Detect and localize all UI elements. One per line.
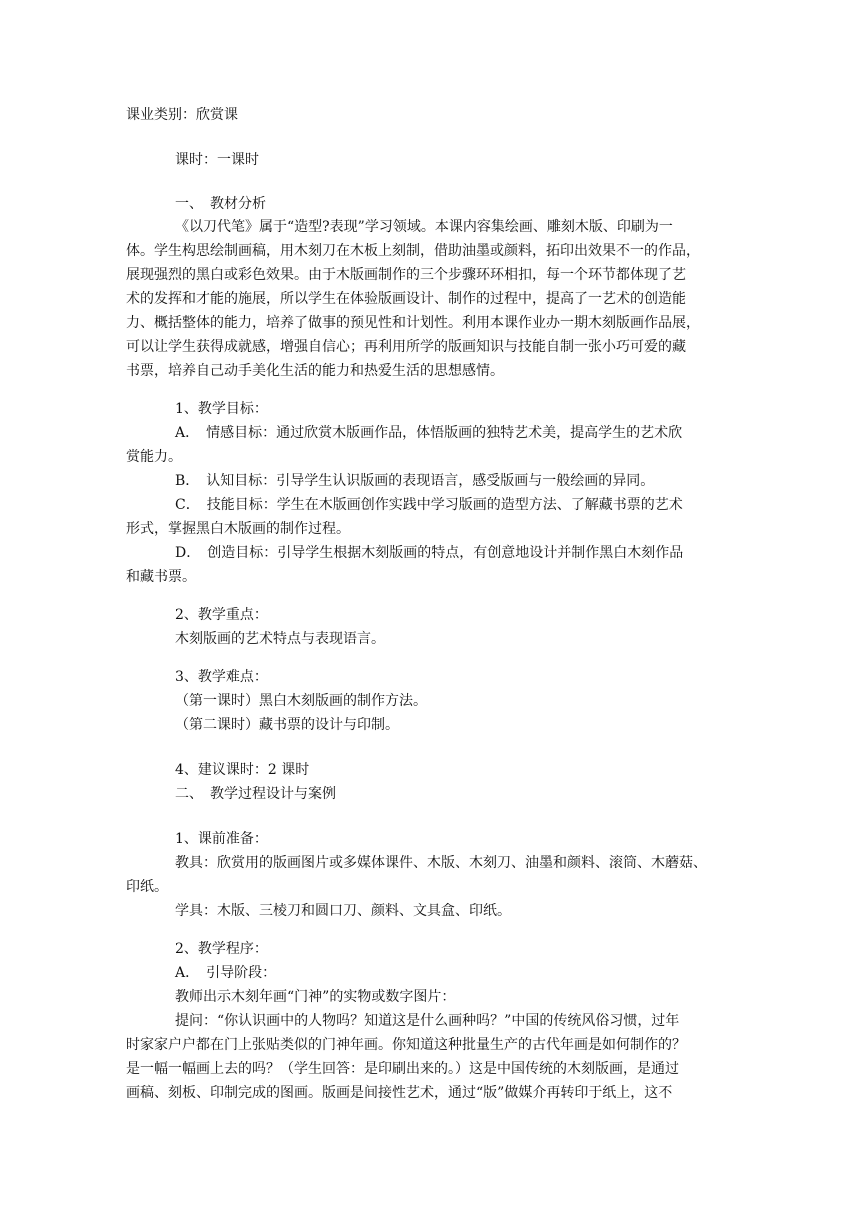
student-tools: 学具：木版、三棱刀和圆口刀、颜料、文具盒、印纸。 bbox=[175, 903, 511, 919]
goals-title: 1、教学目标： bbox=[175, 401, 268, 417]
teaching-tools: 教具：欣赏用的版画图片或多媒体课件、木版、木刻刀、油墨和颜料、滚筒、木蘑菇、 bbox=[175, 855, 707, 871]
question-line: 画稿、刻板、印制完成的图画。版画是间接性艺术，通过“版”做媒介再转印于纸上，这不 bbox=[126, 1085, 673, 1101]
question-line: 是一幅一幅画上去的吗？（学生回答：是印刷出来的。）这是中国传统的木刻版画，是通过 bbox=[126, 1061, 679, 1077]
goal-c: C． 技能目标：学生在木版画创作实践中学习版画的造型方法、了解藏书票的艺术 bbox=[175, 497, 683, 513]
goal-b: B． 认知目标：引导学生认识版画的表现语言，感受版画与一般绘画的异同。 bbox=[175, 473, 655, 489]
section1-title: 一、 教材分析 bbox=[175, 196, 266, 212]
analysis-line: 力、概括整体的能力，培养了做事的预见性和计划性。利用本课作业办一期木刻版画作品展， bbox=[126, 315, 700, 331]
procedure-title: 2、教学程序： bbox=[175, 941, 268, 957]
suggested-hours: 4、建议课时：2 课时 bbox=[175, 762, 310, 778]
course-type: 课业类别：欣赏课 bbox=[126, 107, 238, 123]
analysis-line: 展现强烈的黑白或彩色效果。由于木版画制作的三个步骤环环相扣，每一个环节都体现了艺 bbox=[126, 267, 686, 283]
stage-a: A． 引导阶段： bbox=[175, 965, 277, 981]
analysis-line: 术的发挥和才能的施展，所以学生在体验版画设计、制作的过程中，提高了一艺术的创造能 bbox=[126, 291, 686, 307]
goal-d-cont: 和藏书票。 bbox=[126, 569, 196, 585]
analysis-line: 书票，培养自己动手美化生活的能力和热爱生活的思想感情。 bbox=[126, 363, 504, 379]
key-points-text: 木刻版画的艺术特点与表现语言。 bbox=[175, 631, 385, 647]
question-line: 时家家户户都在门上张贴类似的门神年画。你知道这种批量生产的古代年画是如何制作的？ bbox=[126, 1037, 686, 1053]
show-line: 教师出示木刻年画“门神”的实物或数字图片： bbox=[175, 989, 456, 1005]
prep-title: 1、课前准备： bbox=[175, 831, 268, 847]
difficulty-item: （第二课时）藏书票的设计与印制。 bbox=[175, 717, 399, 733]
class-hours: 课时：一课时 bbox=[175, 152, 259, 168]
question-line: 提问：“你认识画中的人物吗？知道这是什么画种吗？”中国的传统风俗习惯，过年 bbox=[175, 1013, 680, 1029]
analysis-line: 体。学生构思绘制画稿，用木刻刀在木板上刻制，借助油墨或颜料，拓印出效果不一的作品， bbox=[126, 243, 700, 259]
difficulties-title: 3、教学难点： bbox=[175, 669, 268, 685]
section2-title: 二、 教学过程设计与案例 bbox=[175, 786, 336, 802]
analysis-line: 《以刀代笔》属于“造型?表现”学习领域。本课内容集绘画、雕刻木版、印刷为一 bbox=[175, 219, 673, 235]
goal-c-cont: 形式，掌握黑白木版画的制作过程。 bbox=[126, 521, 350, 537]
goal-a: A． 情感目标：通过欣赏木版画作品，体悟版画的独特艺术美，提高学生的艺术欣 bbox=[175, 425, 683, 441]
teaching-tools-cont: 印纸。 bbox=[126, 879, 168, 895]
goal-d: D． 创造目标：引导学生根据木刻版画的特点，有创意地设计并制作黑白木刻作品 bbox=[175, 545, 684, 561]
difficulty-item: （第一课时）黑白木刻版画的制作方法。 bbox=[175, 693, 427, 709]
analysis-line: 可以让学生获得成就感，增强自信心；再利用所学的版画知识与技能自制一张小巧可爱的藏 bbox=[126, 339, 686, 355]
key-points-title: 2、教学重点： bbox=[175, 607, 268, 623]
goal-a-cont: 赏能力。 bbox=[126, 449, 182, 465]
